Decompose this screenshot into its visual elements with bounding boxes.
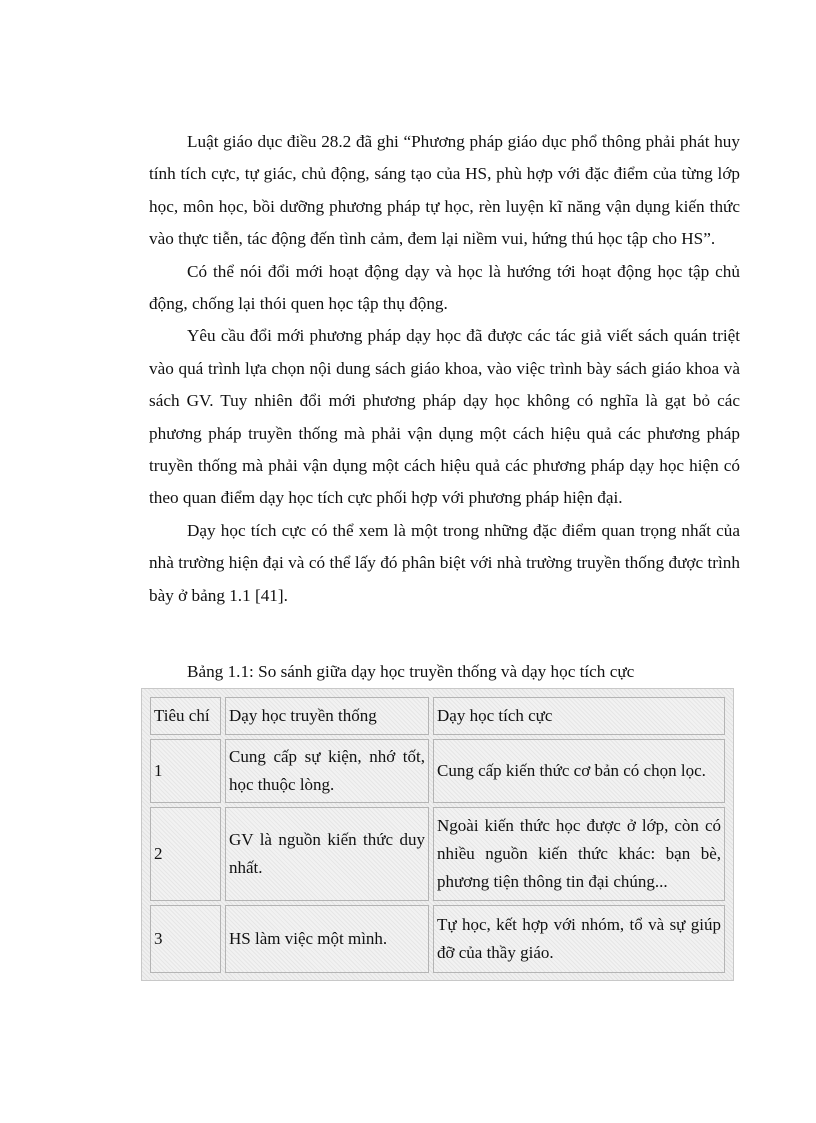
cell-traditional: Cung cấp sự kiện, nhớ tốt, học thuộc lòng. xyxy=(225,739,429,803)
header-active: Dạy học tích cực xyxy=(433,697,725,735)
cell-active: Cung cấp kiến thức cơ bản có chọn lọc. xyxy=(433,739,725,803)
table-caption: Bảng 1.1: So sánh giữa dạy học truyền thống và dạy học tích cực xyxy=(187,662,635,681)
table-row xyxy=(150,905,725,973)
cell-criteria: 1 xyxy=(150,739,221,803)
table-header-row xyxy=(150,697,725,735)
cell-traditional: HS làm việc một mình. xyxy=(225,905,429,973)
cell-active: Ngoài kiến thức học được ở lớp, còn có nhiều nguồn kiến thức khác: bạn bè, phương tiện thông tin đại chúng... xyxy=(433,807,725,901)
header-criteria: Tiêu chí xyxy=(150,697,221,735)
cell-criteria: 2 xyxy=(150,807,221,901)
body-text xyxy=(149,126,740,612)
paragraph-education-law: Luật giáo dục điều 28.2 đã ghi “Phương pháp giáo dục phổ thông phải phát huy tính tích cực, tự giác, chủ động, sáng tạo của HS, phù hợp với đặc điểm của từng lớp học, môn học, bồi dưỡng phương pháp tự học, rèn luyện kĩ năng vận dụng kiến thức vào thực tiễn, tác động đến tình cảm, đem lại niềm vui, hứng thú học tập cho HS”. xyxy=(149,132,740,249)
table-row xyxy=(150,739,725,803)
paragraph-active-teaching: Dạy học tích cực có thể xem là một trong những đặc điểm quan trọng nhất của nhà trường hiện đại và có thể lấy đó phân biệt với nhà trường truyền thống được trình bày ở bảng 1.1 [41]. xyxy=(149,520,740,605)
cell-traditional: GV là nguồn kiến thức duy nhất. xyxy=(225,807,429,901)
header-traditional: Dạy học truyền thống xyxy=(225,697,429,735)
paragraph-active-learning: Có thể nói đổi mới hoạt động dạy và học là hướng tới hoạt động học tập chủ động, chống lại thói quen học tập thụ động. xyxy=(149,261,740,314)
table-row xyxy=(150,807,725,901)
comparison-table-frame xyxy=(141,688,734,981)
paragraph-method-renewal: Yêu cầu đổi mới phương pháp dạy học đã được các tác giả viết sách quán triệt vào quá trình lựa chọn nội dung sách giáo khoa, vào việc trình bày sách giáo khoa và sách GV. Tuy nhiên đổi mới phương pháp dạy học không có nghĩa là gạt bỏ các phương pháp truyền thống mà phải vận dụng một cách hiệu quả các phương pháp truyền thống mà phải vận dụng một cách hiệu quả các phương pháp dạy học hiện có theo quan điểm dạy học tích cực phối hợp với phương pháp hiện đại. xyxy=(149,326,740,508)
cell-active: Tự học, kết hợp với nhóm, tổ và sự giúp đỡ của thầy giáo. xyxy=(433,905,725,973)
cell-criteria: 3 xyxy=(150,905,221,973)
comparison-table xyxy=(146,693,729,977)
